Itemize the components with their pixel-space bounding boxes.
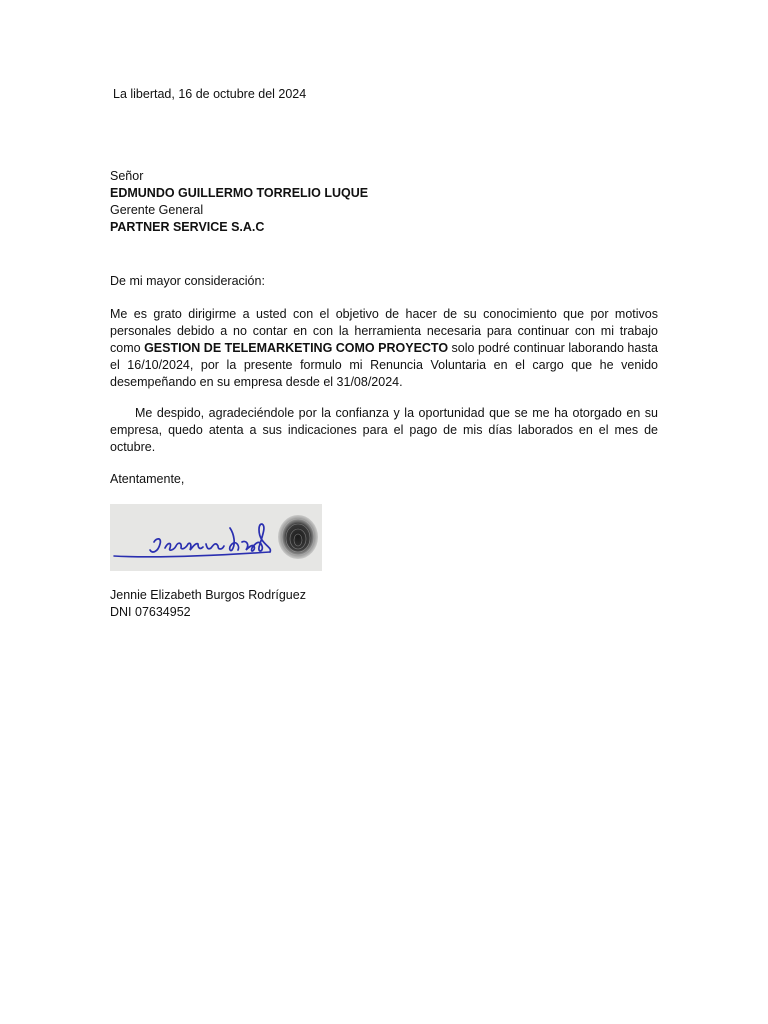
signer-block <box>110 587 306 621</box>
signature-image <box>110 504 322 571</box>
date-line: La libertad, 16 de octubre del 2024 <box>113 87 307 101</box>
paragraph-1-text-a: Me es grato dirigirme a usted con el objetivo de hacer de su conocimiento que por motivos personales debido a no contar en con la herramienta necesaria para continuar con mi trabajo como <box>110 307 658 355</box>
paragraph-1-text-b: solo podré continuar laborando hasta el 16/10/2024, por la presente formulo mi Renuncia Voluntaria en el cargo que he venido desempeñando en su empresa desde el 31/08/2024. <box>110 341 658 389</box>
signer-id: DNI 07634952 <box>110 605 191 619</box>
recipient-title: Gerente General <box>110 203 204 217</box>
body-paragraph-2: Me despido, agradeciéndole por la confianza y la oportunidad que se me ha otorgado en su empresa, quedo atenta a sus indicaciones para el pago de mis días laborados en el mes de octubre. <box>110 406 658 454</box>
paragraph-1-position: GESTION DE TELEMARKETING COMO PROYECTO <box>144 341 449 355</box>
body-paragraph-1 <box>110 306 658 391</box>
signer-name: Jennie Elizabeth Burgos Rodríguez <box>110 588 306 602</box>
recipient-salutation: Señor <box>110 169 144 183</box>
recipient-block <box>110 168 368 236</box>
greeting: De mi mayor consideración: <box>110 274 265 288</box>
recipient-name: EDMUNDO GUILLERMO TORRELIO LUQUE <box>110 186 369 200</box>
closing: Atentamente, <box>110 472 185 486</box>
thumbprint <box>278 515 318 559</box>
recipient-company: PARTNER SERVICE S.A.C <box>110 220 265 234</box>
